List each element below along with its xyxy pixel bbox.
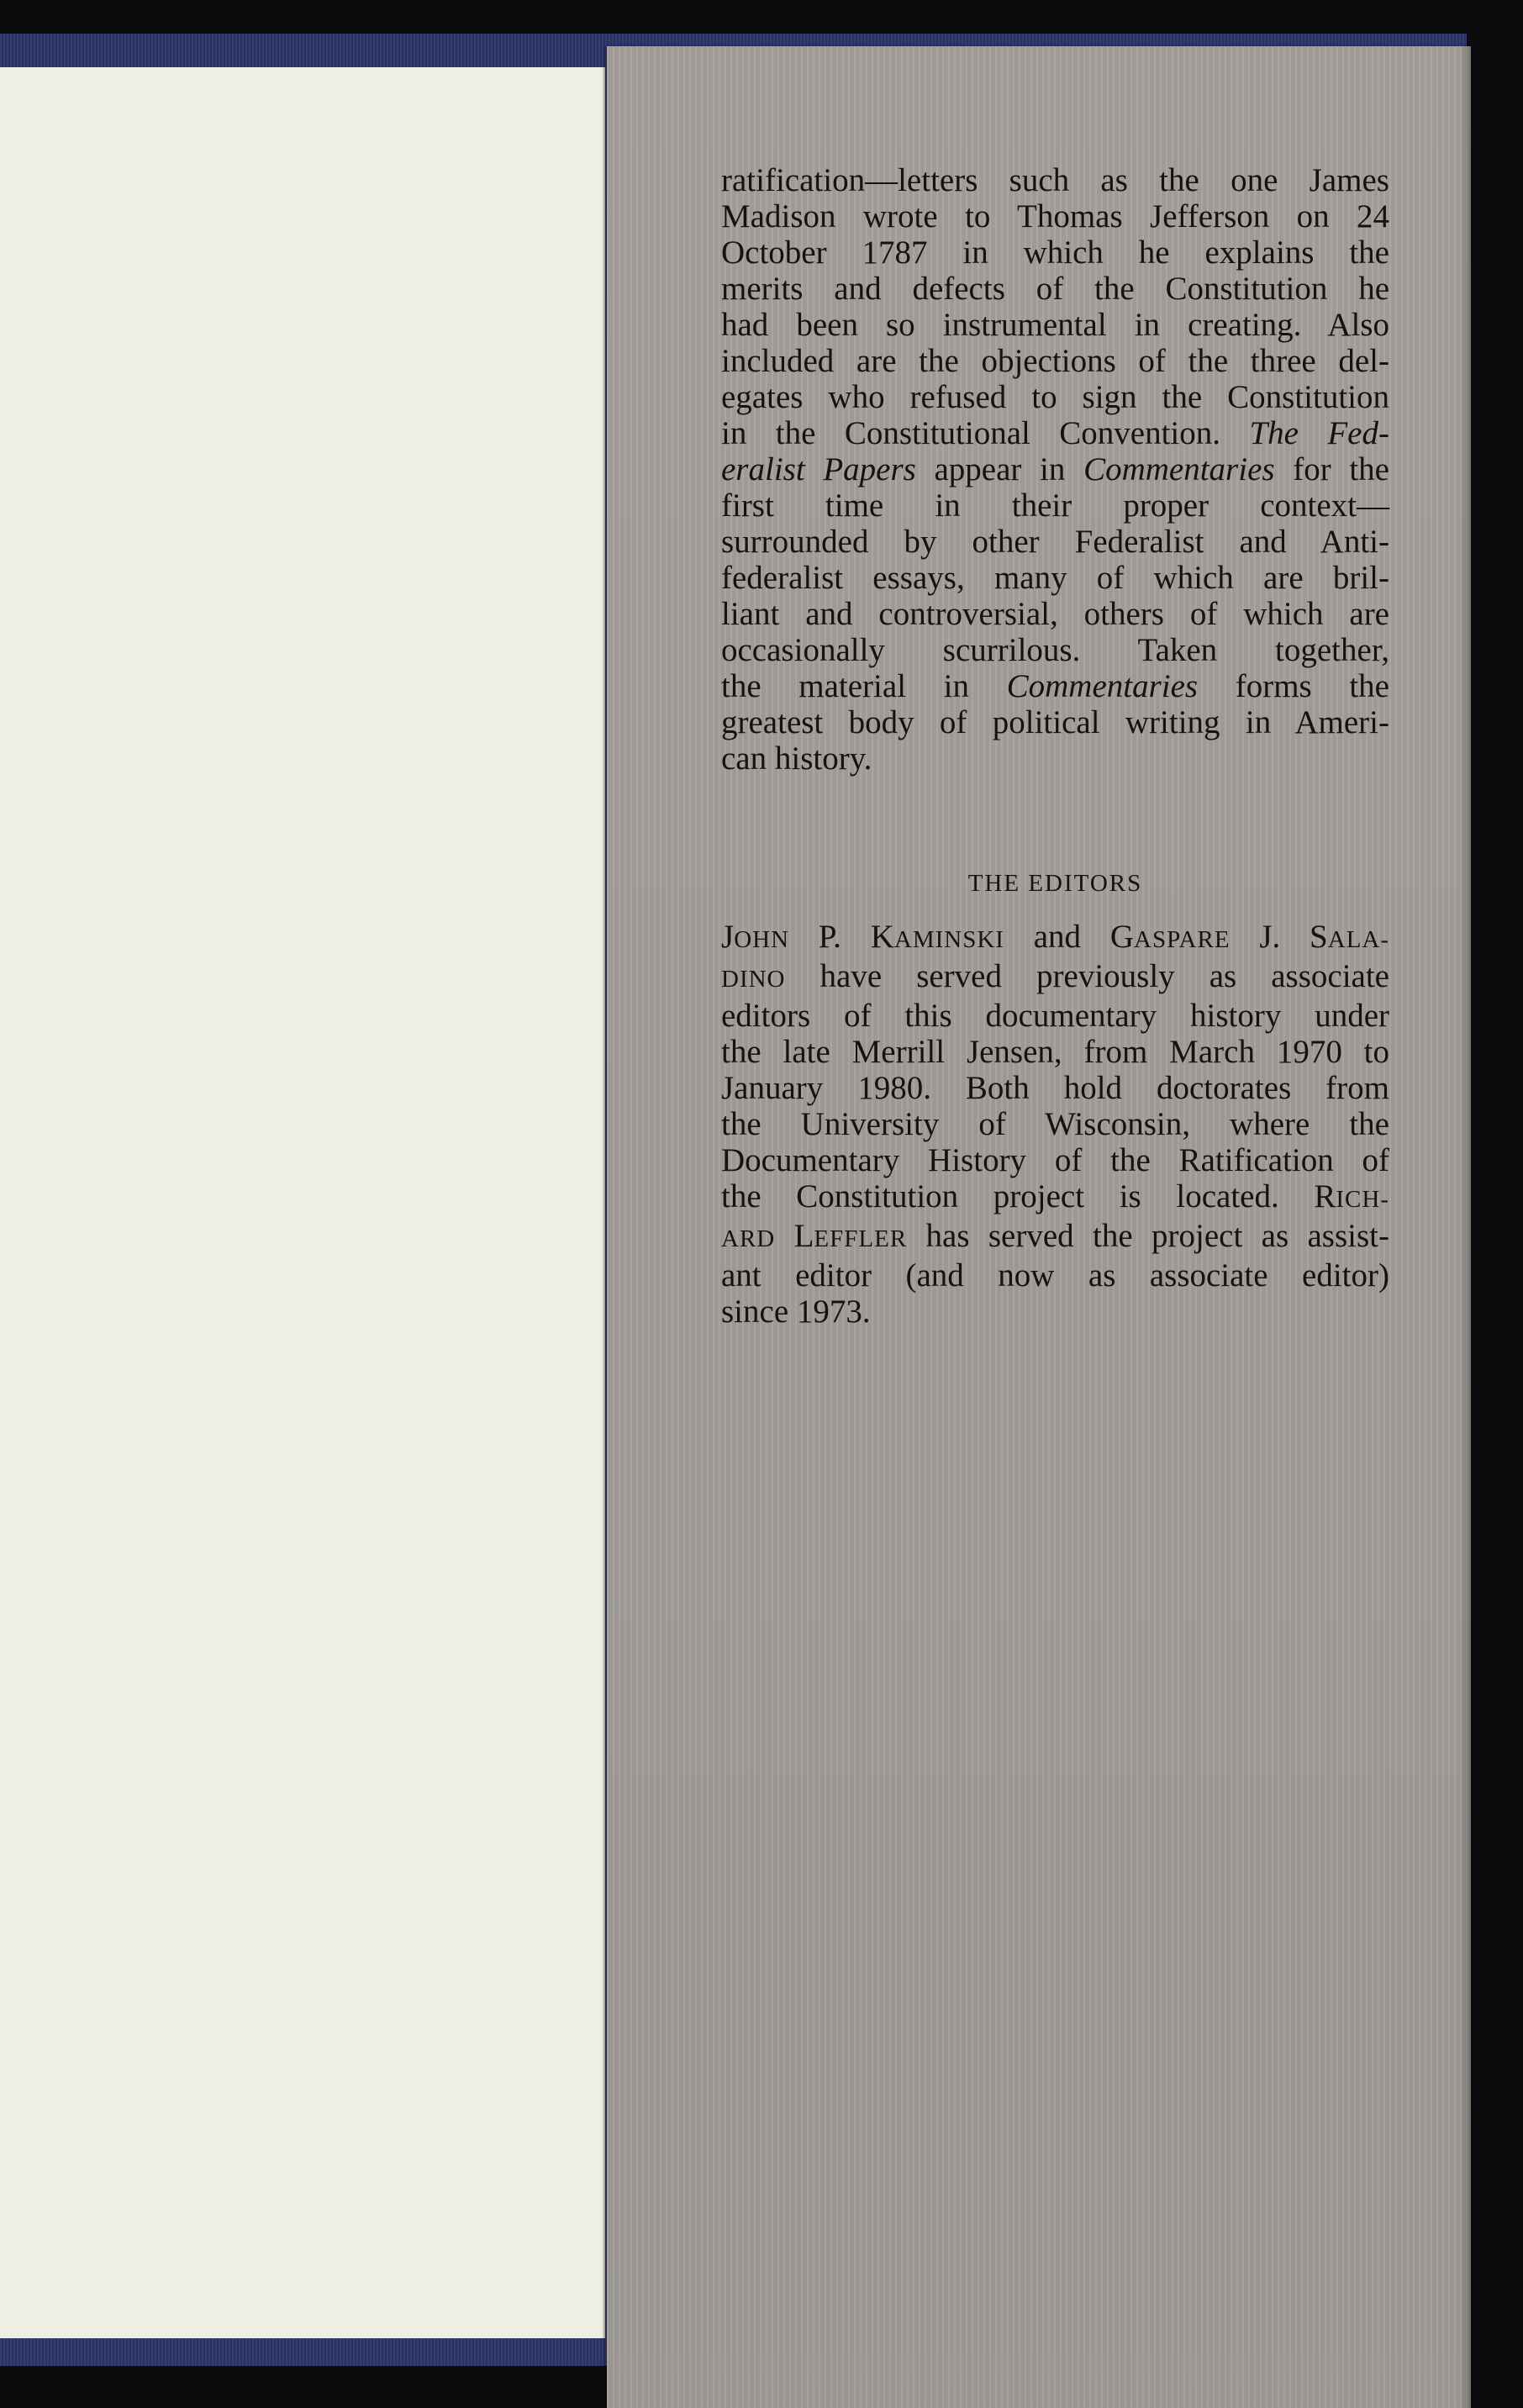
blurb-text: the material in <box>721 668 1007 704</box>
bio-text: and <box>1004 919 1110 955</box>
blurb-line: greatest body of political writing in Ameri- <box>721 704 1389 740</box>
bio-text: has served the project as assist- <box>907 1218 1389 1254</box>
smallcap-text: EFFLER <box>814 1225 908 1252</box>
blurb-line: first time in their proper context— <box>721 487 1389 524</box>
editors-heading: THE EDITORS <box>967 870 1143 897</box>
bio-line: the University of Wisconsin, where the <box>721 1106 1389 1142</box>
blurb-line: occasionally scurrilous. Taken together, <box>721 632 1389 668</box>
blurb-line <box>721 668 1389 704</box>
smallcap-text: DINO <box>721 966 786 993</box>
blurb-line: included are the objections of the three del- <box>721 343 1389 379</box>
blurb-line: ratification—letters such as the one James <box>721 162 1389 198</box>
blurb-line: merits and defects of the Constitution he <box>721 271 1389 307</box>
smallcap-text: ICH- <box>1336 1186 1389 1213</box>
bio-text: J. <box>1230 919 1310 955</box>
blurb-text: for the <box>1274 451 1389 487</box>
blurb-italic-title: eralist Papers <box>721 451 916 487</box>
bio-line: editors of this documentary history under <box>721 998 1389 1034</box>
blurb-line: can history. <box>721 740 872 777</box>
blurb-line <box>721 451 1389 487</box>
bio-line <box>721 919 1389 958</box>
smallcap-text: AMINSKI <box>893 926 1004 953</box>
smallcap-text: ARD <box>721 1225 776 1252</box>
endpaper-page <box>0 67 605 2338</box>
blurb-italic-title: Commentaries <box>1006 668 1199 704</box>
blurb-text: appear in <box>915 451 1084 487</box>
blurb-text: in the Constitutional Convention. <box>721 415 1250 451</box>
smallcap-text: ALA- <box>1327 926 1390 953</box>
blurb-italic-title: The Fed- <box>1249 415 1389 451</box>
blurb-line: surrounded by other Federalist and Anti- <box>721 524 1389 560</box>
blurb-line <box>721 415 1389 451</box>
blurb-line: had been so instrumental in creating. Also <box>721 307 1389 343</box>
blurb-text: forms the <box>1198 668 1389 704</box>
bio-line: the late Merrill Jensen, from March 1970 to <box>721 1034 1389 1070</box>
blurb-line: October 1787 in which he explains the <box>721 234 1389 271</box>
flap-edge-shadow <box>1459 46 1471 2408</box>
bio-text: the Constitution project is located. <box>721 1178 1315 1215</box>
blurb-line: liant and controversial, others of which are <box>721 596 1389 632</box>
bio-line: January 1980. Both hold doctorates from <box>721 1070 1389 1106</box>
smallcap-text: OHN <box>734 926 790 953</box>
smallcap-initial: K <box>870 919 894 955</box>
smallcap-initial: L <box>793 1218 814 1254</box>
bio-line: ant editor (and now as associate editor) <box>721 1257 1389 1294</box>
bio-line <box>721 1218 1389 1257</box>
smallcap-initial: R <box>1314 1178 1336 1215</box>
smallcap-initial: J <box>721 919 735 955</box>
smallcap-text: ASPARE <box>1134 926 1231 953</box>
bio-line <box>721 1178 1389 1218</box>
editors-bio <box>721 919 1389 1330</box>
bio-line: Documentary History of the Ratification of <box>721 1142 1389 1178</box>
bio-text: have served previously as associate <box>785 958 1389 994</box>
smallcap-initial: S <box>1310 919 1328 955</box>
bio-text: P. <box>789 919 871 955</box>
flap-blurb <box>721 162 1389 777</box>
bio-text <box>775 1218 793 1254</box>
blurb-italic-title: Commentaries <box>1083 451 1275 487</box>
bio-line: since 1973. <box>721 1294 871 1330</box>
blurb-line: Madison wrote to Thomas Jefferson on 24 <box>721 198 1389 234</box>
blurb-line: federalist essays, many of which are bril- <box>721 560 1389 596</box>
blurb-line: egates who refused to sign the Constitution <box>721 379 1389 415</box>
smallcap-initial: G <box>1109 919 1134 955</box>
bio-line <box>721 958 1389 998</box>
